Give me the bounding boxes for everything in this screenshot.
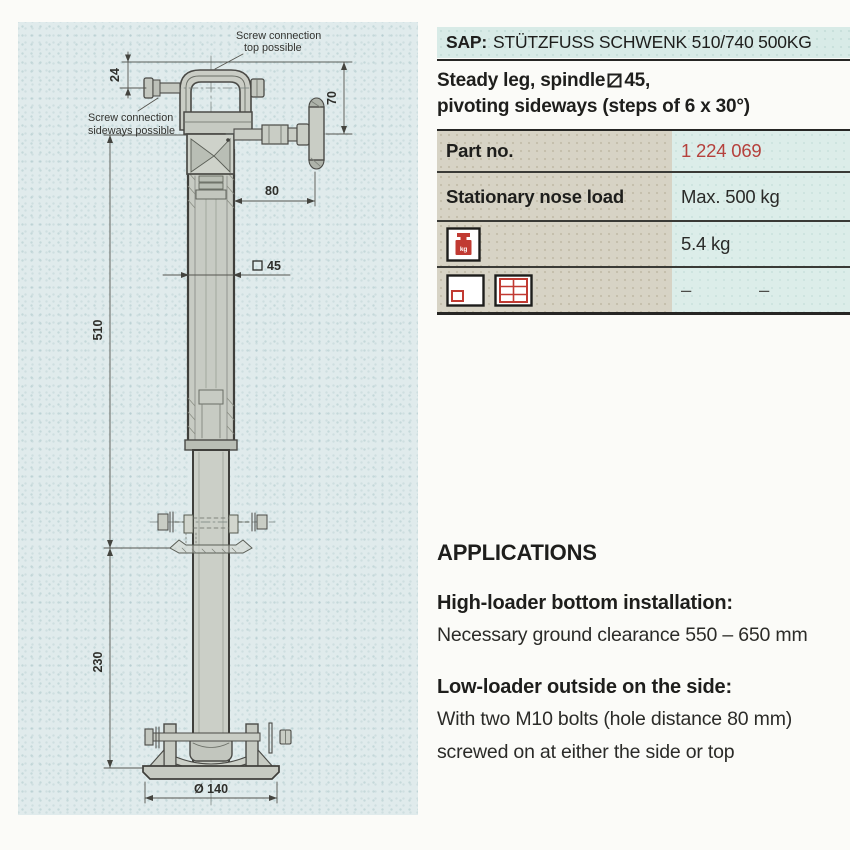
spec-table: [437, 131, 850, 315]
svg-text:Ø 140: Ø 140: [193, 782, 229, 796]
base-plate: [143, 766, 279, 779]
svg-text:Screw connection: Screw connection: [236, 30, 322, 42]
sap-title: STÜTZFUSS SCHWENK 510/740 500KG: [493, 32, 812, 52]
weight-value: 5.4 kg: [672, 222, 850, 266]
title-line1-post: 45,: [624, 70, 651, 91]
dimension-80: [234, 172, 315, 206]
high-loader-body: Necessary ground clearance 550 – 650 mm: [437, 624, 808, 646]
applications-heading: APPLICATIONS: [437, 540, 597, 565]
svg-text:kg: kg: [459, 245, 468, 253]
spec-row-packaging: [437, 268, 850, 315]
application-low-loader: [437, 676, 850, 769]
svg-text:70: 70: [325, 91, 339, 105]
sap-prefix: SAP:: [446, 32, 488, 52]
applications-section: [437, 540, 850, 793]
spec-row-part-no: [437, 131, 850, 173]
svg-text:510: 510: [91, 319, 105, 341]
product-title: [437, 68, 850, 120]
dimension-24: [108, 52, 146, 98]
label-screw-connection-top: [215, 30, 321, 69]
packaging-value-2: –: [759, 279, 770, 300]
low-loader-title: Low-loader outside on the side:: [437, 676, 732, 698]
weight-kg-icon: [446, 227, 481, 262]
square-diagonal-icon: [607, 73, 622, 88]
dimension-70: [325, 62, 352, 134]
dimension-510: [91, 135, 186, 548]
svg-text:45: 45: [267, 259, 281, 273]
label-screw-connection-sideways: [88, 98, 175, 137]
square-section-symbol: [253, 261, 262, 270]
low-loader-body: With two M10 bolts (hole distance 80 mm) screwed on at either the side or top: [437, 708, 793, 763]
part-no-value: 1 224 069: [672, 131, 850, 171]
sap-header-bar: [437, 27, 850, 58]
pallet-grid-icon: [494, 274, 533, 307]
svg-text:sideways possible: sideways possible: [88, 125, 176, 137]
svg-text:Screw connection: Screw connection: [88, 112, 174, 124]
spec-row-weight: [437, 222, 850, 268]
top-swivel-bracket: [180, 70, 252, 134]
title-line2: pivoting sideways (steps of 6 x 30°): [437, 96, 750, 117]
packaging-value-1: –: [681, 279, 692, 300]
spec-row-nose-load: [437, 173, 850, 222]
svg-text:230: 230: [91, 651, 105, 673]
svg-text:24: 24: [108, 68, 122, 82]
nose-load-label: Stationary nose load: [437, 173, 672, 220]
application-high-loader: [437, 592, 850, 652]
high-loader-title: High-loader bottom installation:: [437, 592, 733, 614]
svg-text:80: 80: [265, 184, 279, 198]
nose-load-value: Max. 500 kg: [672, 173, 850, 220]
part-no-label: Part no.: [437, 131, 672, 171]
title-line1-pre: Steady leg, spindle: [437, 70, 606, 91]
dimension-230: [91, 548, 142, 768]
steady-leg-technical-drawing: [18, 22, 418, 815]
divider-line: [437, 59, 850, 61]
svg-text:top possible: top possible: [244, 42, 302, 54]
inner-tube: [193, 450, 229, 768]
package-icon: [446, 274, 485, 307]
